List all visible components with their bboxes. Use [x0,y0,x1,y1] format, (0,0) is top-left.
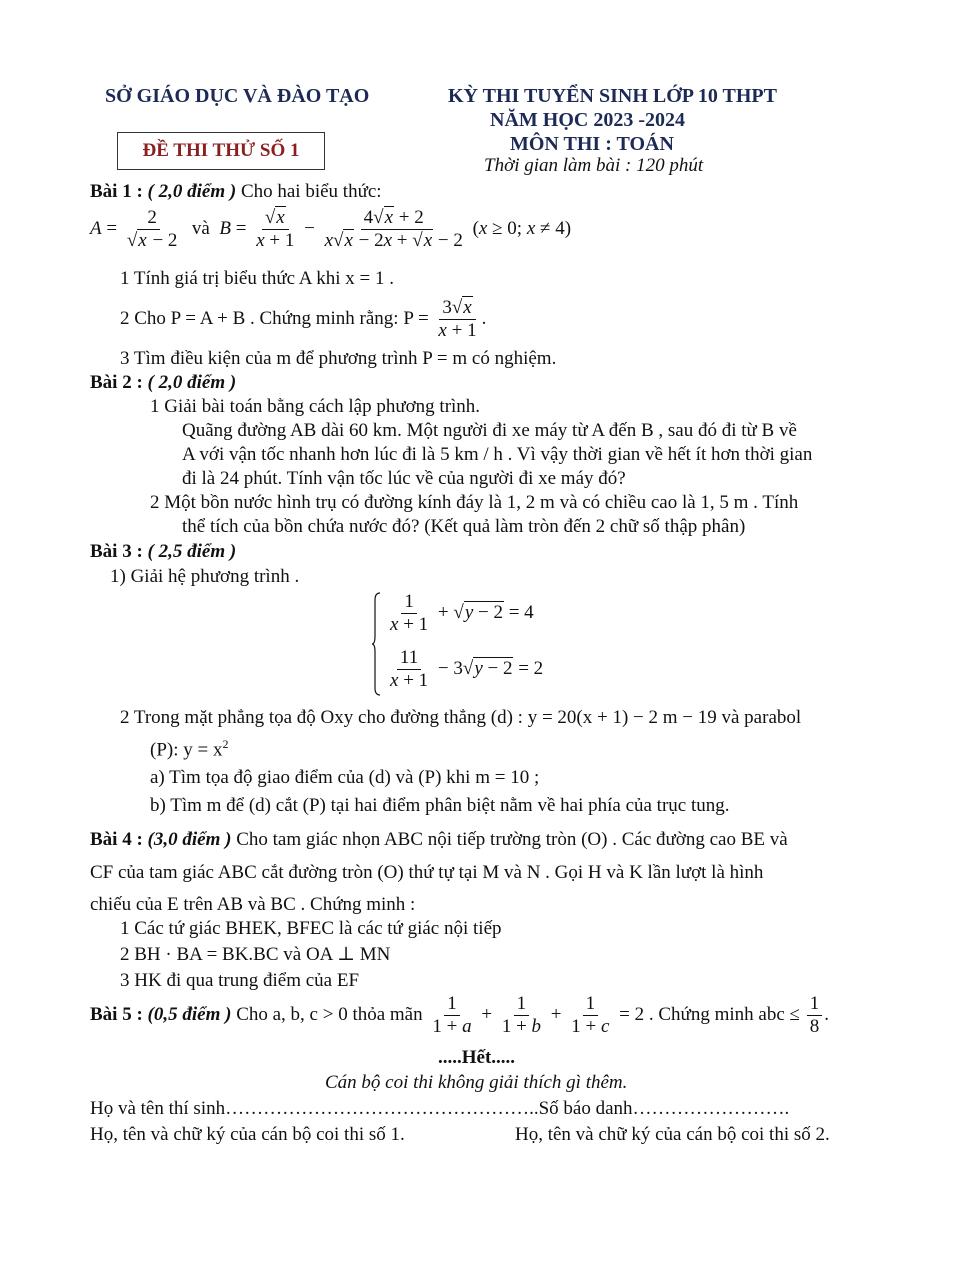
bai2-points: ( 2,0 điểm ) [147,372,237,393]
bai1-q2-text: 2 Cho P = A + B . Chứng minh rằng: P = [120,308,429,330]
bai5-text-b: = 2 . Chứng minh abc ≤ [619,1004,800,1026]
equation-system [371,590,591,700]
bai3-q2-line1: 2 Trong mặt phẳng tọa độ Oxy cho đường thẳng (d) : y = 20(x + 1) − 2 m − 19 và parabol [120,707,802,728]
bai1-heading [90,181,382,204]
proctor-2-signature: Họ, tên và chữ ký của cán bộ coi thi số 2. [515,1124,830,1145]
bai4-line2: CF của tam giác ABC cắt đường tròn (O) thứ tự tại M và N . Gọi H và K lần lượt là hình [90,862,764,883]
bai3-heading [90,541,236,564]
bai5-line: Bài 5 : (0,5 điểm ) Cho a, b, c > 0 thỏa mãn $\frac{1}{1 + a}$ + $\frac{1}{1 + b}$ + $\frac{1}{1 + c}$ = 2 . Chứng minh abc ≤ $\frac{1}{8}$ . [90,993,829,1037]
subject: MÔN THI : TOÁN [510,133,674,155]
bai4-line1 [90,829,788,852]
bai1-points: ( 2,0 điểm ) [147,181,237,202]
bai1-title: Bài 1 : [90,181,148,202]
bai3-q2-a: a) Tìm tọa độ giao điểm của (d) và (P) khi m = 10 ; [150,767,540,788]
bai1-q1: 1 Tính giá trị biểu thức A khi x = 1 . [120,268,394,289]
system-brace [371,592,381,696]
proctor-note: Cán bộ coi thi không giải thích gì thêm. [325,1072,628,1093]
department-name: SỞ GIÁO DỤC VÀ ĐÀO TẠO [105,85,370,107]
system-eq2: $\frac{11}{x + 1}$ − 3√y − 2 = 2 [390,647,544,691]
bai1-q3: 3 Tìm điều kiện của m để phương trình P = m có nghiệm. [120,348,557,369]
bai3-title: Bài 3 : [90,541,148,562]
bai5-points: (0,5 điểm ) [147,1004,232,1026]
bai5-title: Bài 5 : [90,1004,148,1026]
bai1-expressions: A = $\frac{2}{√x - 2}$ và B = $\frac{√x}{x + 1}$ − $\frac{4√x + 2}{x√x - 2x + √x - 2}$ (x ≥ 0; x ≠ 4) [90,207,572,251]
bai4-q1: 1 Các tứ giác BHEK, BFEC là các tứ giác nội tiếp [120,918,502,939]
bai2-q1-line2: A với vận tốc nhanh hơn lúc đi là 5 km / h . Vì vậy thời gian về hết ít hơn thời gian [182,444,813,465]
bai2-q2-line2: thể tích của bồn chứa nước đó? (Kết quả làm tròn đến 2 chữ số thập phân) [182,516,746,537]
bai3-q2-line2: (P): $y = x^2$ [150,737,229,761]
bai2-title: Bài 2 : [90,372,148,393]
bai2-q2-line1: 2 Một bồn nước hình trụ có đường kính đáy là 1, 2 m và có chiều cao là 1, 5 m . Tính [150,492,799,513]
bai4-points: (3,0 điểm ) [147,829,232,850]
system-eq1: $\frac{1}{x + 1}$ + √y − 2 = 4 [390,591,534,635]
bai5-text-a: Cho a, b, c > 0 thỏa mãn [236,1004,423,1026]
bai4-q2: 2 BH · BA = BK.BC và OA ⊥ MN [120,944,391,965]
end-marker: .....Hết..... [438,1047,516,1068]
bai4-q3: 3 HK đi qua trung điểm của EF [120,970,360,991]
bai4-line3: chiếu của E trên AB và BC . Chứng minh : [90,894,416,915]
proctor-1-signature: Họ, tên và chữ ký của cán bộ coi thi số 1. [90,1124,405,1145]
bai3-q1: 1) Giải hệ phương trình . [110,566,300,587]
trial-exam-badge: ĐỀ THI THỬ SỐ 1 [117,132,325,170]
bai5-end: . [824,1004,829,1026]
exam-title: KỲ THI TUYỂN SINH LỚP 10 THPT [448,85,777,107]
bai2-q1-head: 1 Giải bài toán bằng cách lập phương trình. [150,396,481,417]
candidate-name-line: Họ và tên thí sinh…………………………………………..Số báo danh……………………. [90,1098,790,1119]
duration: Thời gian làm bài : 120 phút [484,155,704,176]
bai2-q1-line1: Quãng đường AB dài 60 km. Một người đi xe máy từ A đến B , sau đó đi từ B về [182,420,797,441]
parabol-text: (P): y = x [150,739,223,761]
bai1-q2: 2 Cho P = A + B . Chứng minh rằng: P = $\frac{3√x}{x + 1}$ . [120,297,487,341]
bai2-heading [90,372,236,395]
bai1-intro: Cho hai biểu thức: [240,181,382,202]
bai2-q1-line3: đi là 24 phút. Tính vận tốc lúc về của người đi xe máy đó? [182,468,626,489]
school-year: NĂM HỌC 2023 -2024 [490,109,685,131]
bai4-text1: Cho tam giác nhọn ABC nội tiếp trường tròn (O) . Các đường cao BE và [236,829,788,850]
bai3-points: ( 2,5 điểm ) [147,541,237,562]
bai3-q2-b: b) Tìm m để (d) cắt (P) tại hai điểm phân biệt nằm về hai phía của trục tung. [150,795,730,816]
bai4-title: Bài 4 : [90,829,148,850]
